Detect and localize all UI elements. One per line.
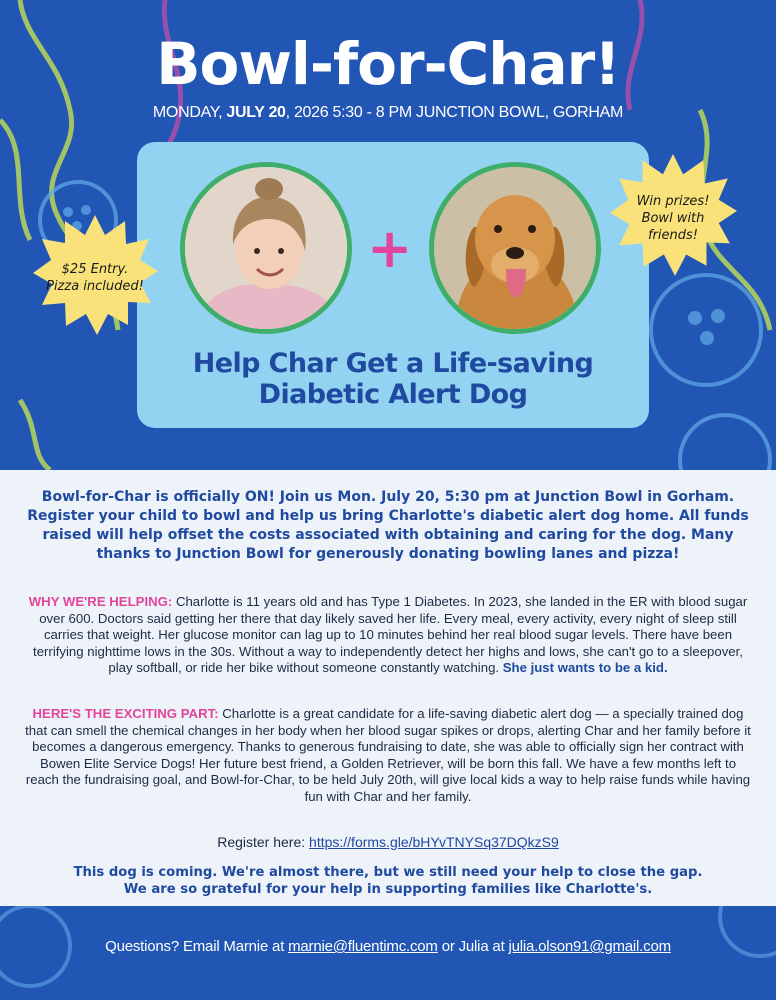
contact-footer <box>0 906 776 1000</box>
event-details: MONDAY, JULY 20, 2026 5:30 - 8 PM JUNCTION BOWL, GORHAM <box>152 104 624 121</box>
feature-card <box>137 142 649 428</box>
plus-symbol: + <box>367 217 413 280</box>
register-link[interactable]: https://forms.gle/bHYvTNYSq37DQkzS9 <box>309 834 559 850</box>
exciting-label: HERE'S THE EXCITING PART: <box>32 706 219 721</box>
email-link-marnie[interactable]: marnie@fluentimc.com <box>288 938 438 955</box>
why-label: WHY WE'RE HELPING: <box>28 594 173 609</box>
entry-fee-badge: $25 Entry. Pizza included! <box>30 213 160 343</box>
exciting-paragraph: HERE'S THE EXCITING PART: Charlotte is a great candidate for a life-saving diabetic alert dog — a specially trained dog that can smell the chemical changes in her body when her blood sugar spikes or drops, alerting Char and her family before it becomes a dangerous emergency. Thanks to generous fundraising to date, she was able to officially sign her contract with Bowen Elite Service Dogs! Her future best friend, a Golden Retriever, will be born this fall. We have a few months left to reach the fundraising goal, and Bowl-for-Char, to be held July 20th, will give local kids a way to help raise funds while having fun with Char and her family. <box>25 706 751 804</box>
register-line: Register here: https://forms.gle/bHYvTNYSq37DQkzS9 <box>217 834 559 850</box>
contact-line: Questions? Email Marnie at marnie@fluentimc.com or Julia at julia.olson91@gmail.com <box>105 938 671 955</box>
card-headline: Help Char Get a Life-saving Diabetic Alert Dog <box>192 348 594 410</box>
event-title: Bowl-for-Char! <box>156 30 620 98</box>
charlotte-photo <box>180 162 352 334</box>
prizes-badge: Win prizes! Bowl with friends! <box>607 152 739 284</box>
email-link-julia[interactable]: julia.olson91@gmail.com <box>508 938 671 955</box>
flyer-body <box>0 470 776 906</box>
why-emphasis: She just wants to be a kid. <box>502 660 668 676</box>
golden-retriever-photo <box>429 162 601 334</box>
event-date: JULY 20 <box>226 104 286 121</box>
intro-paragraph: Bowl-for-Char is officially ON! Join us Mon. July 20, 5:30 pm at Junction Bowl in Gorham. Register your child to bowl and help us bring Charlotte's diabetic alert dog home. All funds raised will help offset the costs associated with obtaining and caring for the dog. Many thanks to Junction Bowl for generously donating bowling lanes and pizza! <box>27 489 749 562</box>
closing-message: This dog is coming. We're almost there, but we still need your help to close the gap. We are so grateful for your help in supporting families like Charlotte's. <box>73 865 703 897</box>
why-paragraph: WHY WE'RE HELPING: Charlotte is 11 years old and has Type 1 Diabetes. In 2023, she landed in the ER with blood sugar over 600. Doctors said getting her there that day likely saved her life. Every meal, every activity, every night of sleep still carries that weight. Her glucose monitor can lag up to 10 minutes behind her real blood sugar levels. There have been terrifying nighttime lows in the 30s. Without a way to independently detect her highs and lows, she can't go to a sleepover, play softball, or ride her bike without someone constantly watching. She just wants to be a kid. <box>28 594 748 676</box>
hero-banner <box>0 0 776 470</box>
